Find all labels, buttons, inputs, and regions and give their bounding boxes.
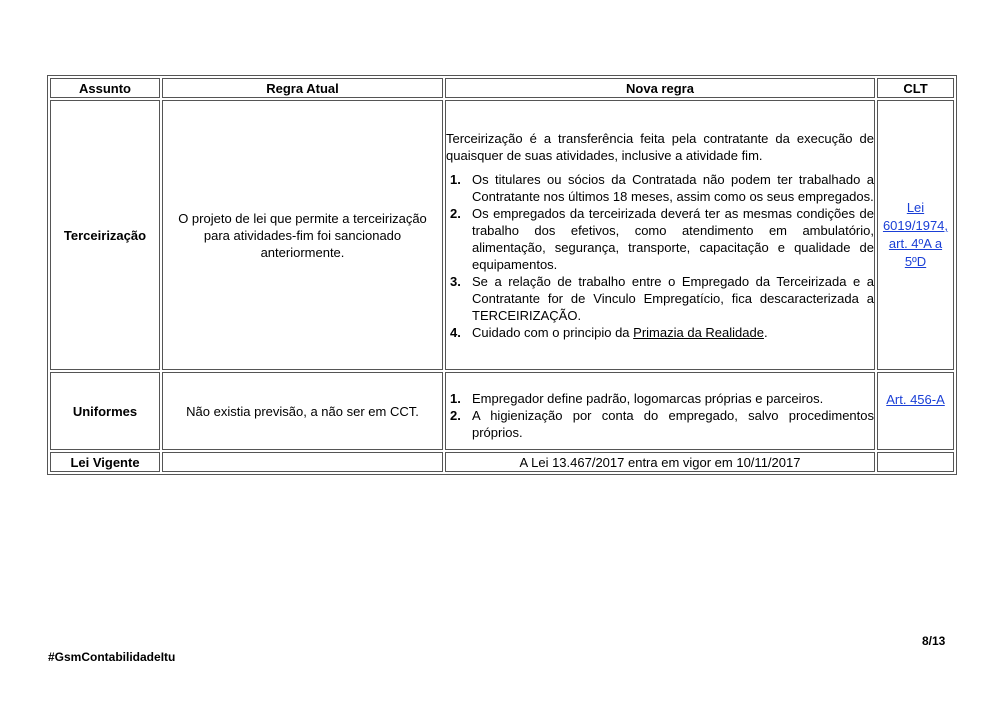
new-rule-list-uniformes — [446, 390, 874, 441]
page-number: 8/13 — [922, 634, 946, 648]
current-rule-uniformes: Não existia previsão, a não ser em CCT. — [162, 372, 443, 450]
list-item — [446, 324, 874, 341]
list-item-number: 2. — [450, 407, 461, 423]
list-item — [446, 171, 874, 205]
subject-lei-vigente: Lei Vigente — [50, 452, 160, 472]
clt-link-lei-6019[interactable]: Lei 6019/1974, art. 4ºA a 5ºD — [882, 200, 949, 269]
current-rule-terceirizacao: O projeto de lei que permite a terceirização para atividades-fim foi sancionado anteriormente. — [162, 100, 443, 370]
list-item-text-end: . — [763, 324, 768, 340]
list-item-text: Os empregados da terceirizada deverá ter as mesmas condições de trabalho dos efetivos, como atendimento em ambulatório, alimentação, segurança, transporte, capacitação e qualidade de equipamentos. — [472, 205, 874, 272]
new-rule-uniformes — [445, 372, 875, 450]
list-item-number: 1. — [450, 171, 461, 187]
current-rule-lei-vigente — [162, 452, 443, 472]
clt-cell-lei-vigente — [877, 452, 954, 472]
primazia-realidade-text: Primazia da Realidade — [633, 324, 764, 340]
list-item-text: Os titulares ou sócios da Contratada não podem ter trabalhado a Contratante nos últimos 18 meses, assim como os seus empregados. — [472, 171, 874, 204]
list-item — [446, 407, 874, 441]
list-item — [446, 205, 874, 273]
subject-uniformes: Uniformes — [50, 372, 160, 450]
header-assunto: Assunto — [50, 78, 160, 98]
list-item-text: Cuidado com o principio da — [472, 324, 634, 340]
clt-cell-terceirizacao — [877, 100, 954, 370]
header-clt: CLT — [877, 78, 954, 98]
list-item-number: 1. — [450, 390, 461, 406]
header-nova-regra: Nova regra — [445, 78, 875, 98]
table-row-uniformes — [50, 372, 954, 450]
list-item-text: A higienização por conta do empregado, salvo procedimentos próprios. — [472, 407, 874, 440]
table-row-terceirizacao — [50, 100, 954, 370]
list-item — [446, 390, 874, 407]
list-item-text: Empregador define padrão, logomarcas próprias e parceiros. — [472, 390, 824, 406]
list-item — [446, 273, 874, 324]
table-header-row — [50, 78, 954, 98]
new-rule-terceirizacao — [445, 100, 875, 370]
list-item-number: 3. — [450, 273, 461, 289]
new-rule-intro: Terceirização é a transferência feita pela contratante da execução de quaisquer de suas atividades, inclusive a atividade fim. — [446, 130, 874, 163]
clt-link-art-456a[interactable]: Art. 456-A — [886, 392, 945, 407]
rules-comparison-table — [47, 75, 957, 475]
new-rule-lei-vigente: A Lei 13.467/2017 entra em vigor em 10/11/2017 — [445, 452, 875, 472]
clt-cell-uniformes — [877, 372, 954, 450]
header-regra-atual: Regra Atual — [162, 78, 443, 98]
list-item-number: 2. — [450, 205, 461, 221]
new-rule-list-terceirizacao — [446, 171, 874, 341]
list-item-text: Se a relação de trabalho entre o Empregado da Terceirizada e a Contratante for de Vinculo Empregatício, fica descaracterizada a TERCEIRIZAÇÃO. — [472, 273, 874, 323]
footer-hashtag: #GsmContabilidadeItu — [48, 650, 176, 664]
table-row-lei-vigente — [50, 452, 954, 472]
subject-terceirizacao: Terceirização — [50, 100, 160, 370]
document-table-wrapper — [47, 75, 953, 475]
list-item-number: 4. — [450, 324, 461, 340]
